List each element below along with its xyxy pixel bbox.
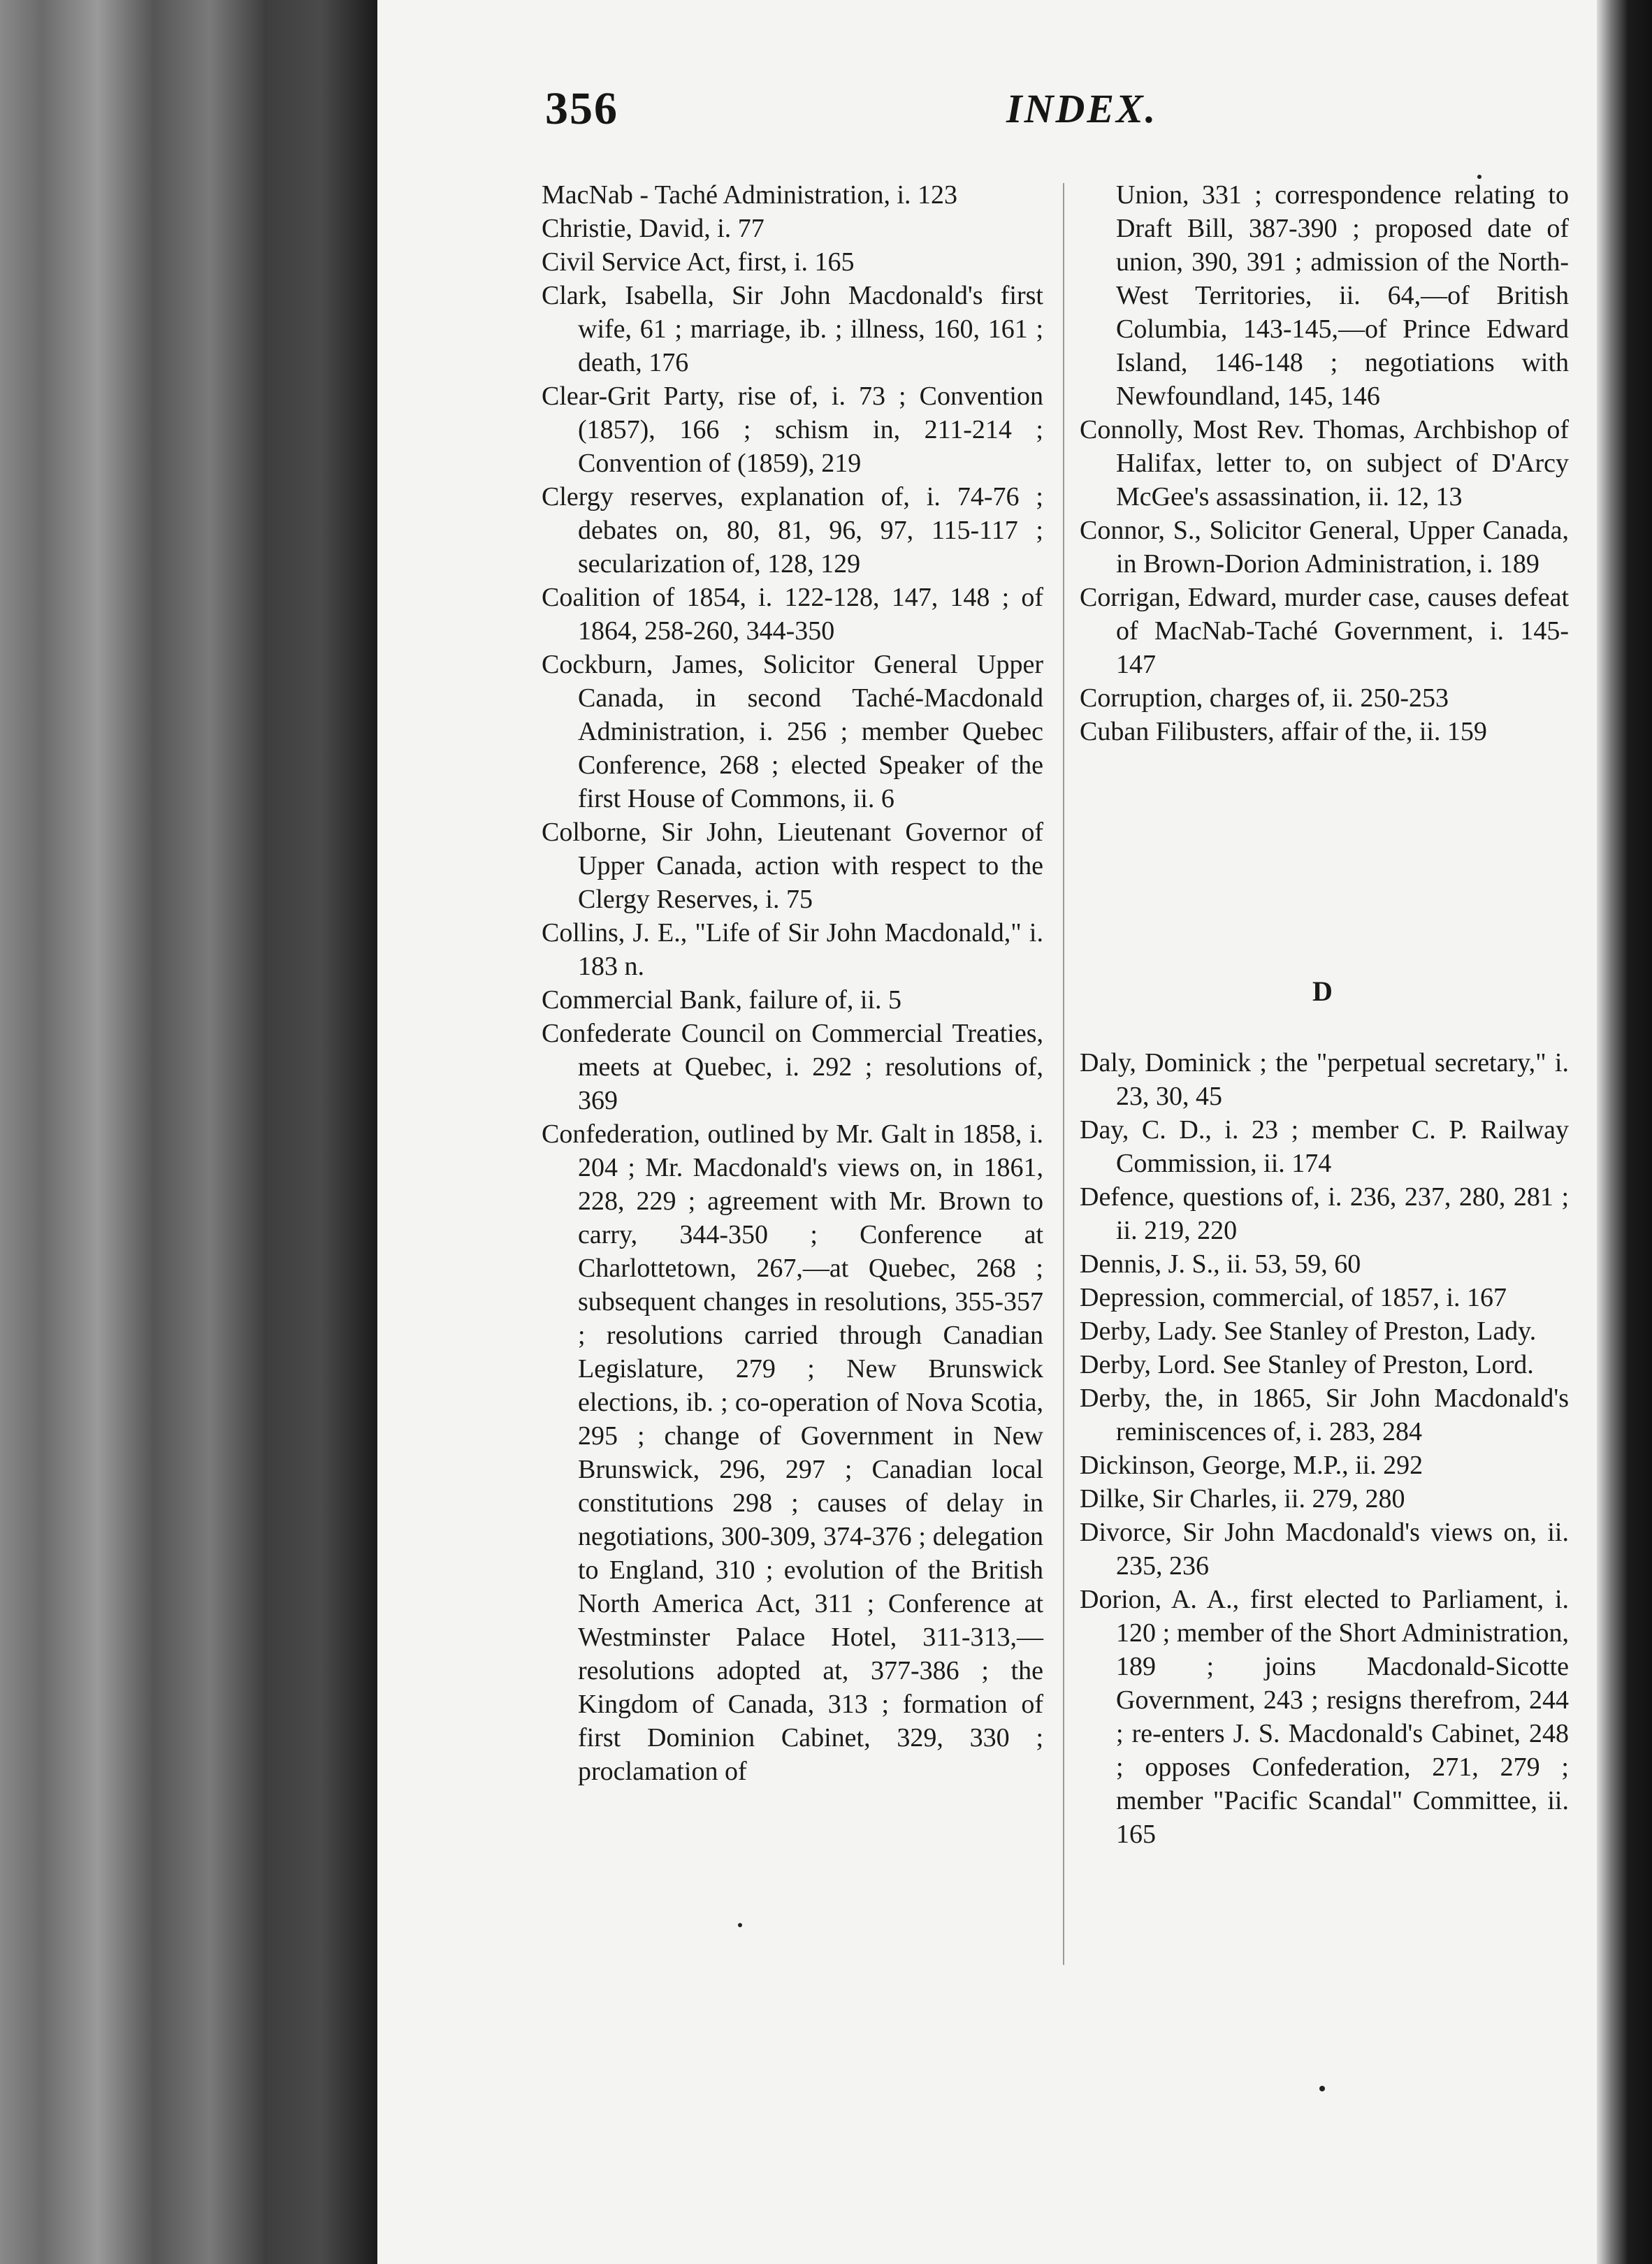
- index-entry: Collins, J. E., "Life of Sir John Macdonald," i. 183 n.: [542, 918, 1043, 981]
- index-column-right-d: [1080, 1046, 1569, 1851]
- index-column-left: [542, 178, 1043, 1788]
- index-entry: Day, C. D., i. 23 ; member C. P. Railway Commission, ii. 174: [1080, 1115, 1569, 1178]
- index-entry: Civil Service Act, first, i. 165: [542, 247, 855, 277]
- index-entry: Corruption, charges of, ii. 250-253: [1080, 683, 1449, 713]
- ink-speck: [738, 1923, 742, 1927]
- index-entry: Derby, the, in 1865, Sir John Macdonald's reminiscences of, i. 283, 284: [1080, 1384, 1569, 1446]
- index-entry: Dickinson, George, M.P., ii. 292: [1080, 1451, 1423, 1480]
- index-entry: Corrigan, Edward, murder case, causes defeat of MacNab-Taché Government, i. 145-147: [1080, 583, 1569, 679]
- index-entry: Christie, David, i. 77: [542, 214, 765, 243]
- page-number: 356: [545, 83, 618, 134]
- section-letter-heading: D: [1312, 975, 1333, 1007]
- index-entry: Clergy reserves, explanation of, i. 74-76 ; debates on, 80, 81, 96, 97, 115-117 ; secularization of, 128, 129: [542, 482, 1043, 579]
- index-entry: Clark, Isabella, Sir John Macdonald's first wife, 61 ; marriage, ib. ; illness, 160, 161 ; death, 176: [542, 281, 1043, 377]
- index-entry: Dilke, Sir Charles, ii. 279, 280: [1080, 1484, 1405, 1514]
- index-entry: Coalition of 1854, i. 122-128, 147, 148 ; of 1864, 258-260, 344-350: [542, 583, 1043, 646]
- index-entry: Cockburn, James, Solicitor General Upper Canada, in second Taché-Macdonald Administration, i. 256 ; member Quebec Conference, 268 ; elected Speaker of the first House of Commons, ii. 6: [542, 650, 1043, 813]
- index-entry: Dennis, J. S., ii. 53, 59, 60: [1080, 1249, 1361, 1279]
- index-entry: Commercial Bank, failure of, ii. 5: [542, 985, 901, 1015]
- index-entry: Depression, commercial, of 1857, i. 167: [1080, 1283, 1507, 1312]
- book-binding-shadow: [0, 0, 377, 2264]
- index-entry: Connolly, Most Rev. Thomas, Archbishop of Halifax, letter to, on subject of D'Arcy McGee's assassination, ii. 12, 13: [1080, 415, 1569, 511]
- index-entry: Derby, Lord. See Stanley of Preston, Lord.: [1080, 1350, 1534, 1379]
- index-entry: Defence, questions of, i. 236, 237, 280, 281 ; ii. 219, 220: [1080, 1182, 1569, 1245]
- index-entry: Dorion, A. A., first elected to Parliament, i. 120 ; member of the Short Administration, 189 ; joins Macdonald-Sicotte Government, 243 ; resigns therefrom, 244 ; re-enters J. S. Macdonald's Cabinet, 248 ; opposes Confederation, 271, 279 ; member "Pacific Scandal" Committee, ii. 165: [1080, 1585, 1569, 1849]
- index-entry-continued: Union, 331 ; correspondence relating to Draft Bill, 387-390 ; proposed date of union, 390, 391 ; admission of the North-West Territories, ii. 64,—of British Columbia, 143-145,—of Prince Edward Island, 146-148 ; negotiations with Newfoundland, 145, 146: [1116, 180, 1569, 411]
- index-entry: Connor, S., Solicitor General, Upper Canada, in Brown-Dorion Administration, i. 189: [1080, 516, 1569, 579]
- index-entry: Daly, Dominick ; the "perpetual secretary," i. 23, 30, 45: [1080, 1048, 1569, 1111]
- index-entry: Confederate Council on Commercial Treaties, meets at Quebec, i. 292 ; resolutions of, 369: [542, 1019, 1043, 1115]
- index-entry: Derby, Lady. See Stanley of Preston, Lady.: [1080, 1316, 1537, 1346]
- index-entry: MacNab - Taché Administration, i. 123: [542, 180, 958, 210]
- page-title: INDEX.: [1006, 86, 1158, 131]
- index-column-right-c: [1080, 178, 1569, 748]
- index-entry: Clear-Grit Party, rise of, i. 73 ; Convention (1857), 166 ; schism in, 211-214 ; Convention of (1859), 219: [542, 382, 1043, 478]
- index-entry: Colborne, Sir John, Lieutenant Governor of Upper Canada, action with respect to the Clergy Reserves, i. 75: [542, 818, 1043, 914]
- index-entry: Cuban Filibusters, affair of the, ii. 159: [1080, 717, 1487, 746]
- page-edge-shadow: [1597, 0, 1652, 2264]
- column-divider: [1063, 183, 1064, 1965]
- index-entry: Divorce, Sir John Macdonald's views on, ii. 235, 236: [1080, 1518, 1569, 1581]
- ink-speck: [1477, 175, 1481, 179]
- index-entry: Confederation, outlined by Mr. Galt in 1858, i. 204 ; Mr. Macdonald's views on, in 1861, 228, 229 ; agreement with Mr. Brown to carry, 344-350 ; Conference at Charlottetown, 267,—at Quebec, 268 ; subsequent changes in resolutions, 355-357 ; resolutions carried through Canadian Legislature, 279 ; New Brunswick elections, ib. ; co-operation of Nova Scotia, 295 ; change of Government in New Brunswick, 296, 297 ; Canadian local constitutions 298 ; causes of delay in negotiations, 300-309, 374-376 ; delegation to England, 310 ; evolution of the British North America Act, 311 ; Conference at Westminster Palace Hotel, 311-313,—resolutions adopted at, 377-386 ; the Kingdom of Canada, 313 ; formation of first Dominion Cabinet, 329, 330 ; proclamation of: [542, 1119, 1043, 1786]
- ink-speck: [1319, 2086, 1325, 2091]
